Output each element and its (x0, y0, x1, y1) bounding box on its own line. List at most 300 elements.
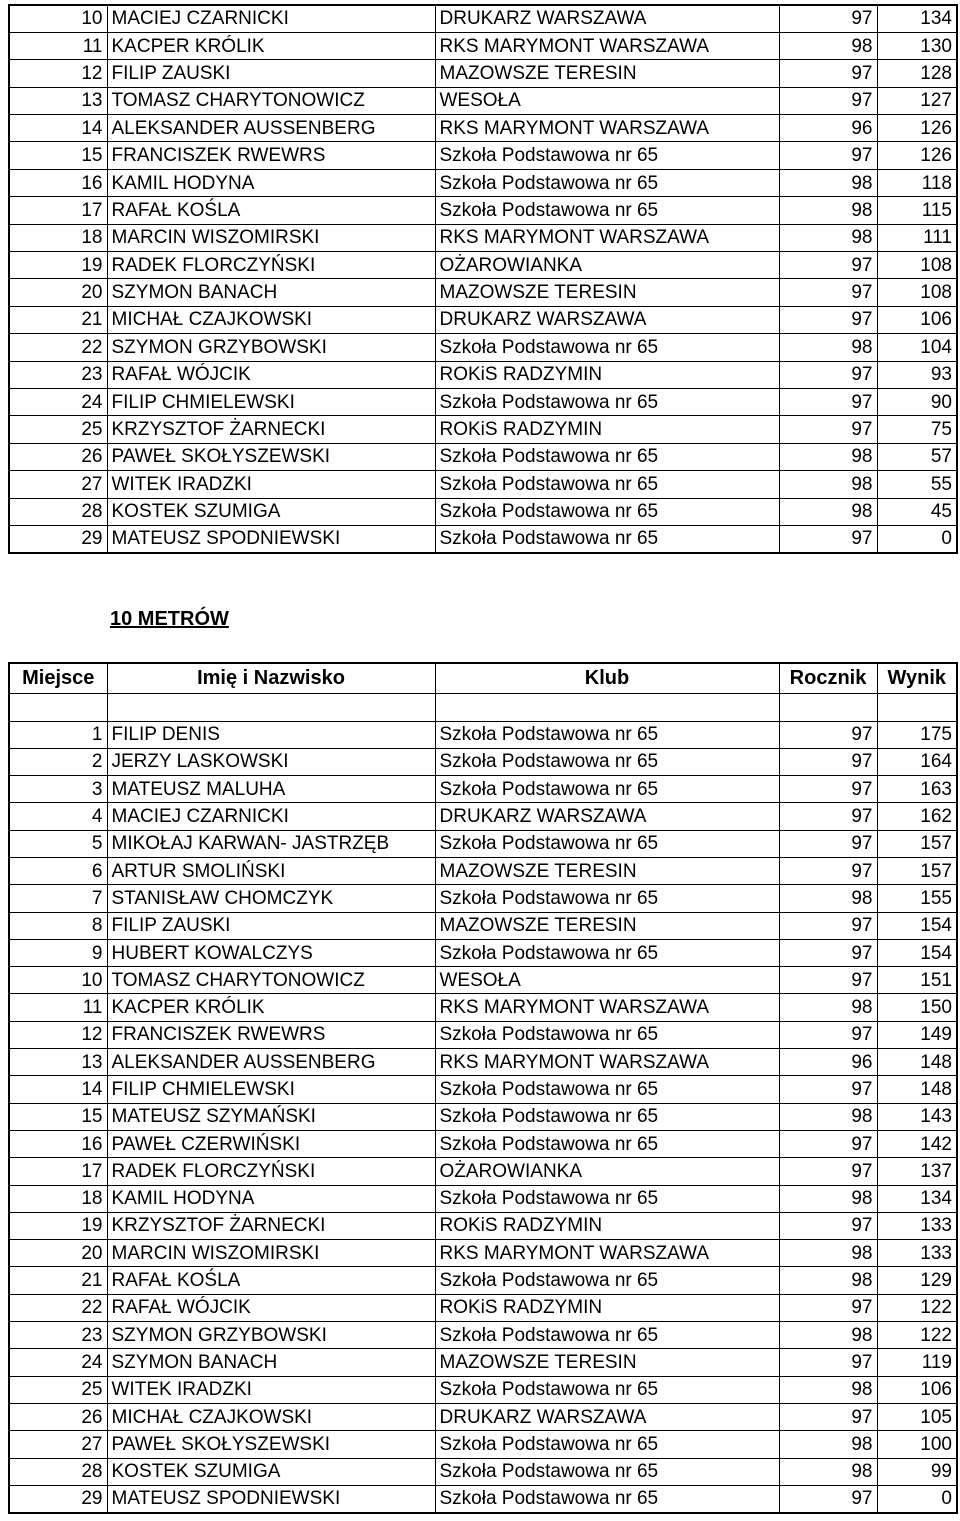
name-cell: SZYMON BANACH (107, 1349, 435, 1376)
table-row (9, 967, 957, 994)
club-cell: Szkoła Podstawowa nr 65 (435, 142, 779, 169)
name-cell: MATEUSZ SPODNIEWSKI (107, 525, 435, 552)
spacer-cell (107, 693, 435, 721)
name-cell: KRZYSZTOF ŻARNECKI (107, 1212, 435, 1239)
table-row (9, 803, 957, 830)
year-cell: 98 (779, 197, 877, 224)
score-cell: 137 (877, 1158, 957, 1185)
name-cell: KRZYSZTOF ŻARNECKI (107, 416, 435, 443)
place-cell: 22 (9, 1294, 107, 1321)
name-cell: FRANCISZEK RWEWRS (107, 1021, 435, 1048)
name-cell: MARCIN WISZOMIRSKI (107, 1240, 435, 1267)
place-cell: 20 (9, 279, 107, 306)
club-cell: ROKiS RADZYMIN (435, 416, 779, 443)
name-cell: TOMASZ CHARYTONOWICZ (107, 87, 435, 114)
club-cell: Szkoła Podstawowa nr 65 (435, 1322, 779, 1349)
club-cell: Szkoła Podstawowa nr 65 (435, 830, 779, 857)
results-table-10m (8, 662, 958, 1514)
place-cell: 27 (9, 1431, 107, 1458)
score-cell: 155 (877, 885, 957, 912)
score-cell: 150 (877, 994, 957, 1021)
place-cell: 10 (9, 967, 107, 994)
table-row (9, 252, 957, 279)
place-cell: 28 (9, 498, 107, 525)
name-cell: FRANCISZEK RWEWRS (107, 142, 435, 169)
name-cell: KACPER KRÓLIK (107, 994, 435, 1021)
score-cell: 106 (877, 306, 957, 333)
place-cell: 13 (9, 1049, 107, 1076)
table-row (9, 1349, 957, 1376)
club-cell: MAZOWSZE TERESIN (435, 1349, 779, 1376)
table-row (9, 1212, 957, 1239)
score-cell: 142 (877, 1130, 957, 1157)
name-cell: KAMIL HODYNA (107, 1185, 435, 1212)
place-cell: 6 (9, 857, 107, 884)
year-cell: 98 (779, 1431, 877, 1458)
score-cell: 162 (877, 803, 957, 830)
section-title: 10 METRÓW (110, 608, 229, 630)
name-cell: MACIEJ CZARNICKI (107, 5, 435, 32)
score-cell: 149 (877, 1021, 957, 1048)
place-cell: 3 (9, 776, 107, 803)
table-row (9, 1021, 957, 1048)
club-cell: Szkoła Podstawowa nr 65 (435, 939, 779, 966)
name-cell: WITEK IRADZKI (107, 1376, 435, 1403)
club-cell: ROKiS RADZYMIN (435, 1294, 779, 1321)
club-cell: Szkoła Podstawowa nr 65 (435, 1376, 779, 1403)
table-row (9, 1431, 957, 1458)
place-cell: 28 (9, 1458, 107, 1485)
score-cell: 126 (877, 142, 957, 169)
place-cell: 14 (9, 1076, 107, 1103)
place-cell: 18 (9, 1185, 107, 1212)
place-cell: 9 (9, 939, 107, 966)
table-row (9, 142, 957, 169)
table-row (9, 1076, 957, 1103)
place-cell: 16 (9, 169, 107, 196)
name-cell: JERZY LASKOWSKI (107, 748, 435, 775)
score-cell: 128 (877, 60, 957, 87)
score-cell: 157 (877, 857, 957, 884)
header-place: Miejsce (9, 663, 107, 693)
club-cell: Szkoła Podstawowa nr 65 (435, 443, 779, 470)
year-cell: 97 (779, 967, 877, 994)
score-cell: 118 (877, 169, 957, 196)
name-cell: FILIP ZAUSKI (107, 60, 435, 87)
club-cell: Szkoła Podstawowa nr 65 (435, 885, 779, 912)
name-cell: ARTUR SMOLIŃSKI (107, 857, 435, 884)
name-cell: PAWEŁ SKOŁYSZEWSKI (107, 443, 435, 470)
place-cell: 16 (9, 1130, 107, 1157)
place-cell: 15 (9, 142, 107, 169)
score-cell: 129 (877, 1267, 957, 1294)
year-cell: 97 (779, 776, 877, 803)
table-row (9, 306, 957, 333)
place-cell: 23 (9, 1322, 107, 1349)
year-cell: 98 (779, 224, 877, 251)
score-cell: 115 (877, 197, 957, 224)
score-cell: 99 (877, 1458, 957, 1485)
club-cell: Szkoła Podstawowa nr 65 (435, 169, 779, 196)
place-cell: 23 (9, 361, 107, 388)
score-cell: 130 (877, 32, 957, 59)
table-row (9, 776, 957, 803)
table-row (9, 443, 957, 470)
year-cell: 97 (779, 142, 877, 169)
score-cell: 134 (877, 5, 957, 32)
table-row (9, 388, 957, 415)
year-cell: 97 (779, 416, 877, 443)
score-cell: 151 (877, 967, 957, 994)
club-cell: Szkoła Podstawowa nr 65 (435, 748, 779, 775)
score-cell: 90 (877, 388, 957, 415)
year-cell: 98 (779, 169, 877, 196)
spacer-cell (9, 693, 107, 721)
score-cell: 122 (877, 1294, 957, 1321)
year-cell: 97 (779, 5, 877, 32)
place-cell: 19 (9, 252, 107, 279)
score-cell: 57 (877, 443, 957, 470)
table-row (9, 416, 957, 443)
name-cell: RAFAŁ KOŚLA (107, 197, 435, 224)
score-cell: 134 (877, 1185, 957, 1212)
club-cell: WESOŁA (435, 967, 779, 994)
name-cell: RAFAŁ WÓJCIK (107, 1294, 435, 1321)
club-cell: MAZOWSZE TERESIN (435, 912, 779, 939)
club-cell: DRUKARZ WARSZAWA (435, 803, 779, 830)
table-row (9, 1267, 957, 1294)
table-row (9, 60, 957, 87)
club-cell: Szkoła Podstawowa nr 65 (435, 197, 779, 224)
year-cell: 98 (779, 32, 877, 59)
table-row (9, 525, 957, 552)
name-cell: SZYMON BANACH (107, 279, 435, 306)
name-cell: RADEK FLORCZYŃSKI (107, 1158, 435, 1185)
year-cell: 97 (779, 60, 877, 87)
table-row (9, 912, 957, 939)
club-cell: MAZOWSZE TERESIN (435, 279, 779, 306)
place-cell: 8 (9, 912, 107, 939)
table-row (9, 1158, 957, 1185)
club-cell: RKS MARYMONT WARSZAWA (435, 224, 779, 251)
name-cell: FILIP ZAUSKI (107, 912, 435, 939)
spacer-cell (877, 693, 957, 721)
year-cell: 96 (779, 1049, 877, 1076)
score-cell: 75 (877, 416, 957, 443)
year-cell: 98 (779, 1267, 877, 1294)
name-cell: MATEUSZ MALUHA (107, 776, 435, 803)
place-cell: 15 (9, 1103, 107, 1130)
place-cell: 14 (9, 115, 107, 142)
name-cell: MACIEJ CZARNICKI (107, 803, 435, 830)
year-cell: 97 (779, 388, 877, 415)
score-cell: 122 (877, 1322, 957, 1349)
place-cell: 24 (9, 1349, 107, 1376)
club-cell: Szkoła Podstawowa nr 65 (435, 498, 779, 525)
score-cell: 143 (877, 1103, 957, 1130)
table-header-row (9, 663, 957, 693)
score-cell: 55 (877, 471, 957, 498)
table-row (9, 279, 957, 306)
place-cell: 20 (9, 1240, 107, 1267)
table-row (9, 471, 957, 498)
year-cell: 97 (779, 939, 877, 966)
year-cell: 98 (779, 1103, 877, 1130)
club-cell: Szkoła Podstawowa nr 65 (435, 776, 779, 803)
year-cell: 97 (779, 1130, 877, 1157)
name-cell: MICHAŁ CZAJKOWSKI (107, 1403, 435, 1430)
club-cell: MAZOWSZE TERESIN (435, 857, 779, 884)
name-cell: FILIP DENIS (107, 721, 435, 748)
club-cell: Szkoła Podstawowa nr 65 (435, 388, 779, 415)
header-year: Rocznik (779, 663, 877, 693)
table-row (9, 1240, 957, 1267)
place-cell: 10 (9, 5, 107, 32)
year-cell: 98 (779, 1185, 877, 1212)
table-row (9, 1049, 957, 1076)
spacer-cell (435, 693, 779, 721)
year-cell: 98 (779, 334, 877, 361)
score-cell: 164 (877, 748, 957, 775)
table-row (9, 224, 957, 251)
club-cell: DRUKARZ WARSZAWA (435, 306, 779, 333)
year-cell: 97 (779, 1485, 877, 1512)
name-cell: KACPER KRÓLIK (107, 32, 435, 59)
table-row (9, 1376, 957, 1403)
club-cell: ROKiS RADZYMIN (435, 361, 779, 388)
table-row (9, 1130, 957, 1157)
header-club: Klub (435, 663, 779, 693)
score-cell: 0 (877, 525, 957, 552)
club-cell: Szkoła Podstawowa nr 65 (435, 1130, 779, 1157)
table-row (9, 1322, 957, 1349)
place-cell: 27 (9, 471, 107, 498)
place-cell: 25 (9, 416, 107, 443)
year-cell: 97 (779, 279, 877, 306)
place-cell: 29 (9, 525, 107, 552)
year-cell: 97 (779, 1021, 877, 1048)
score-cell: 104 (877, 334, 957, 361)
year-cell: 97 (779, 857, 877, 884)
year-cell: 98 (779, 498, 877, 525)
club-cell: Szkoła Podstawowa nr 65 (435, 1458, 779, 1485)
year-cell: 96 (779, 115, 877, 142)
header-name: Imię i Nazwisko (107, 663, 435, 693)
table-row (9, 197, 957, 224)
year-cell: 97 (779, 912, 877, 939)
table-row (9, 498, 957, 525)
name-cell: MIKOŁAJ KARWAN- JASTRZĘB (107, 830, 435, 857)
score-cell: 106 (877, 1376, 957, 1403)
club-cell: Szkoła Podstawowa nr 65 (435, 471, 779, 498)
year-cell: 98 (779, 885, 877, 912)
name-cell: FILIP CHMIELEWSKI (107, 388, 435, 415)
year-cell: 97 (779, 361, 877, 388)
club-cell: RKS MARYMONT WARSZAWA (435, 1049, 779, 1076)
name-cell: PAWEŁ CZERWIŃSKI (107, 1130, 435, 1157)
club-cell: Szkoła Podstawowa nr 65 (435, 1076, 779, 1103)
year-cell: 98 (779, 1322, 877, 1349)
table-row (9, 1458, 957, 1485)
year-cell: 97 (779, 1076, 877, 1103)
table-row (9, 1294, 957, 1321)
name-cell: KOSTEK SZUMIGA (107, 498, 435, 525)
year-cell: 97 (779, 306, 877, 333)
year-cell: 97 (779, 1403, 877, 1430)
table-row (9, 87, 957, 114)
table-row (9, 939, 957, 966)
place-cell: 2 (9, 748, 107, 775)
name-cell: KAMIL HODYNA (107, 169, 435, 196)
name-cell: SZYMON GRZYBOWSKI (107, 1322, 435, 1349)
year-cell: 97 (779, 830, 877, 857)
place-cell: 18 (9, 224, 107, 251)
place-cell: 13 (9, 87, 107, 114)
score-cell: 126 (877, 115, 957, 142)
name-cell: RAFAŁ WÓJCIK (107, 361, 435, 388)
name-cell: KOSTEK SZUMIGA (107, 1458, 435, 1485)
club-cell: OŻAROWIANKA (435, 1158, 779, 1185)
score-cell: 148 (877, 1049, 957, 1076)
place-cell: 12 (9, 60, 107, 87)
club-cell: OŻAROWIANKA (435, 252, 779, 279)
name-cell: STANISŁAW CHOMCZYK (107, 885, 435, 912)
year-cell: 97 (779, 1212, 877, 1239)
place-cell: 5 (9, 830, 107, 857)
place-cell: 25 (9, 1376, 107, 1403)
club-cell: Szkoła Podstawowa nr 65 (435, 334, 779, 361)
name-cell: PAWEŁ SKOŁYSZEWSKI (107, 1431, 435, 1458)
name-cell: TOMASZ CHARYTONOWICZ (107, 967, 435, 994)
year-cell: 97 (779, 525, 877, 552)
year-cell: 97 (779, 1349, 877, 1376)
place-cell: 1 (9, 721, 107, 748)
year-cell: 98 (779, 471, 877, 498)
year-cell: 97 (779, 252, 877, 279)
place-cell: 24 (9, 388, 107, 415)
table-row (9, 334, 957, 361)
score-cell: 157 (877, 830, 957, 857)
table-row (9, 1185, 957, 1212)
year-cell: 98 (779, 443, 877, 470)
year-cell: 97 (779, 803, 877, 830)
header-score: Wynik (877, 663, 957, 693)
club-cell: RKS MARYMONT WARSZAWA (435, 115, 779, 142)
name-cell: WITEK IRADZKI (107, 471, 435, 498)
score-cell: 163 (877, 776, 957, 803)
table-row (9, 5, 957, 32)
name-cell: MARCIN WISZOMIRSKI (107, 224, 435, 251)
score-cell: 108 (877, 252, 957, 279)
place-cell: 11 (9, 994, 107, 1021)
place-cell: 11 (9, 32, 107, 59)
table-row (9, 169, 957, 196)
score-cell: 148 (877, 1076, 957, 1103)
club-cell: Szkoła Podstawowa nr 65 (435, 1267, 779, 1294)
table-row (9, 994, 957, 1021)
table-row (9, 1485, 957, 1512)
place-cell: 26 (9, 443, 107, 470)
table-row (9, 830, 957, 857)
score-cell: 93 (877, 361, 957, 388)
score-cell: 154 (877, 912, 957, 939)
club-cell: ROKiS RADZYMIN (435, 1212, 779, 1239)
club-cell: DRUKARZ WARSZAWA (435, 1403, 779, 1430)
table-row (9, 885, 957, 912)
club-cell: Szkoła Podstawowa nr 65 (435, 1185, 779, 1212)
score-cell: 119 (877, 1349, 957, 1376)
name-cell: RAFAŁ KOŚLA (107, 1267, 435, 1294)
score-cell: 133 (877, 1240, 957, 1267)
score-cell: 45 (877, 498, 957, 525)
club-cell: RKS MARYMONT WARSZAWA (435, 1240, 779, 1267)
score-cell: 108 (877, 279, 957, 306)
club-cell: Szkoła Podstawowa nr 65 (435, 525, 779, 552)
club-cell: RKS MARYMONT WARSZAWA (435, 32, 779, 59)
name-cell: ALEKSANDER AUSSENBERG (107, 1049, 435, 1076)
club-cell: Szkoła Podstawowa nr 65 (435, 1021, 779, 1048)
club-cell: MAZOWSZE TERESIN (435, 60, 779, 87)
score-cell: 100 (877, 1431, 957, 1458)
table-row (9, 721, 957, 748)
year-cell: 97 (779, 721, 877, 748)
table-row (9, 857, 957, 884)
table-row (9, 115, 957, 142)
name-cell: SZYMON GRZYBOWSKI (107, 334, 435, 361)
name-cell: MATEUSZ SPODNIEWSKI (107, 1485, 435, 1512)
place-cell: 19 (9, 1212, 107, 1239)
name-cell: FILIP CHMIELEWSKI (107, 1076, 435, 1103)
score-cell: 111 (877, 224, 957, 251)
table-row (9, 361, 957, 388)
year-cell: 98 (779, 1240, 877, 1267)
place-cell: 17 (9, 1158, 107, 1185)
results-table-continued (8, 4, 958, 554)
club-cell: Szkoła Podstawowa nr 65 (435, 1485, 779, 1512)
club-cell: WESOŁA (435, 87, 779, 114)
place-cell: 21 (9, 306, 107, 333)
place-cell: 7 (9, 885, 107, 912)
score-cell: 154 (877, 939, 957, 966)
place-cell: 21 (9, 1267, 107, 1294)
results-table-body (9, 721, 957, 1513)
table-row (9, 1403, 957, 1430)
score-cell: 0 (877, 1485, 957, 1512)
club-cell: Szkoła Podstawowa nr 65 (435, 721, 779, 748)
place-cell: 17 (9, 197, 107, 224)
spacer-cell (779, 693, 877, 721)
place-cell: 26 (9, 1403, 107, 1430)
name-cell: HUBERT KOWALCZYS (107, 939, 435, 966)
score-cell: 175 (877, 721, 957, 748)
place-cell: 22 (9, 334, 107, 361)
table-row (9, 32, 957, 59)
year-cell: 97 (779, 87, 877, 114)
year-cell: 97 (779, 1158, 877, 1185)
club-cell: Szkoła Podstawowa nr 65 (435, 1103, 779, 1130)
year-cell: 97 (779, 1294, 877, 1321)
table-spacer-row (9, 693, 957, 721)
year-cell: 98 (779, 1376, 877, 1403)
place-cell: 4 (9, 803, 107, 830)
name-cell: ALEKSANDER AUSSENBERG (107, 115, 435, 142)
name-cell: MICHAŁ CZAJKOWSKI (107, 306, 435, 333)
year-cell: 98 (779, 994, 877, 1021)
year-cell: 98 (779, 1458, 877, 1485)
score-cell: 133 (877, 1212, 957, 1239)
table-row (9, 748, 957, 775)
club-cell: RKS MARYMONT WARSZAWA (435, 994, 779, 1021)
